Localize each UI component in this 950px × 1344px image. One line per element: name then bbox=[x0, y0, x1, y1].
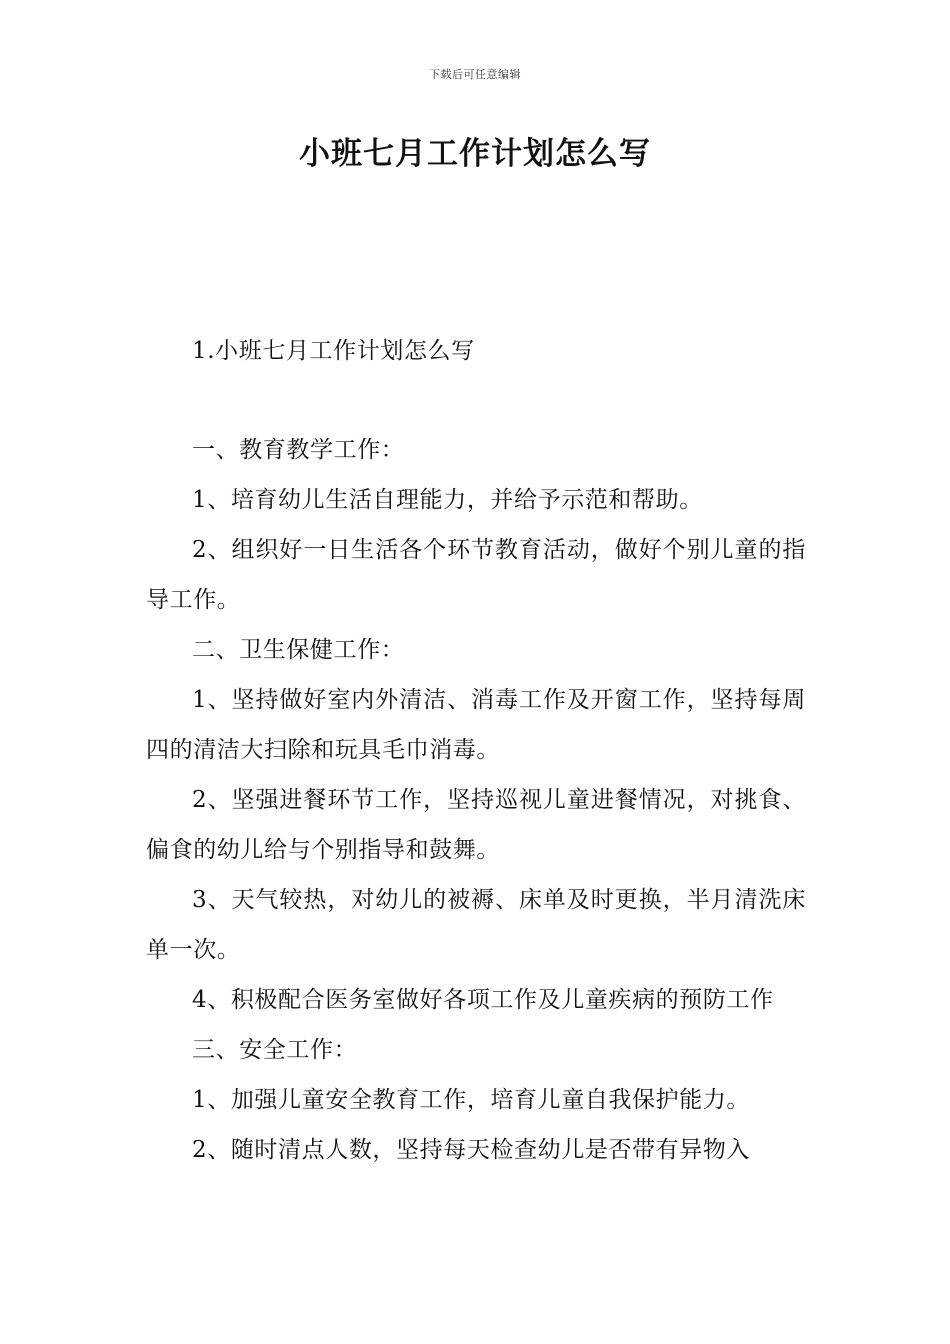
paragraph-item: 1、培育幼儿生活自理能力，并给予示范和帮助。 bbox=[192, 487, 703, 513]
section-subtitle: 1.小班七月工作计划怎么写 bbox=[192, 338, 475, 364]
paragraph-item: 4、积极配合医务室做好各项工作及儿童疾病的预防工作 bbox=[192, 987, 774, 1013]
heading-health: 二、卫生保健工作： bbox=[192, 637, 405, 663]
paragraph-item: 2、组织好一日生活各个环节教育活动，做好个别儿童的指导工作。 bbox=[146, 537, 806, 613]
document-body bbox=[146, 425, 806, 1175]
paragraph-item: 1、坚持做好室内外清洁、消毒工作及开窗工作，坚持每周四的清洁大扫除和玩具毛巾消毒。 bbox=[146, 687, 806, 763]
paragraph-item: 2、坚强进餐环节工作，坚持巡视儿童进餐情况，对挑食、偏食的幼儿给与个别指导和鼓舞。 bbox=[146, 787, 806, 863]
paragraph-item: 1、加强儿童安全教育工作，培育儿童自我保护能力。 bbox=[192, 1087, 751, 1113]
paragraph-item: 2、随时清点人数，坚持每天检查幼儿是否带有异物入 bbox=[192, 1137, 751, 1163]
heading-education: 一、教育教学工作： bbox=[192, 437, 405, 463]
paragraph-item: 3、天气较热，对幼儿的被褥、床单及时更换，半月清洗床单一次。 bbox=[146, 887, 806, 963]
heading-safety: 三、安全工作： bbox=[192, 1037, 358, 1063]
document-title: 小班七月工作计划怎么写 bbox=[299, 136, 651, 172]
header-note: 下载后可任意编辑 bbox=[429, 68, 521, 81]
